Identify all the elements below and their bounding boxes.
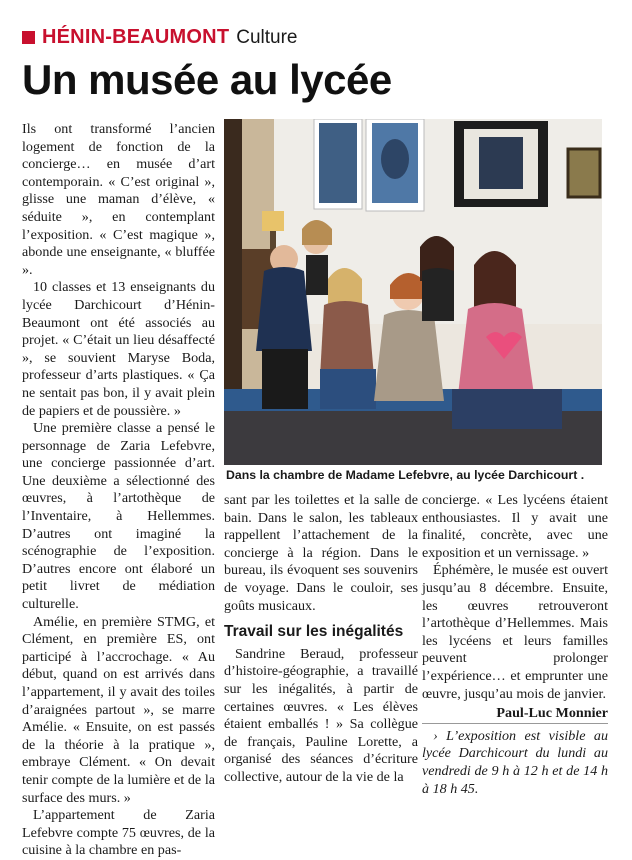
- article-column-2: [224, 492, 418, 787]
- paragraph: concierge. « Les lycéens étaient enthousiastes. Il y avait une finalité, concrète, avec une exposition et un vernissage. »: [422, 492, 608, 561]
- article-title: Un musée au lycée: [22, 56, 392, 103]
- paragraph: Éphémère, le musée est ouvert jusqu’au 8 décembre. Ensuite, les œuvres retrouveront l’artothèque d’Hellemmes. Mais les lycéens et leurs familles peuvent prolonger l’expérience… et emprunter une œuvre, jusqu’au mois de janvier.: [422, 562, 608, 702]
- photo-students-in-bedroom: [224, 119, 602, 465]
- paragraph: Une première classe a pensé le personnage de Zaria Lefebvre, une concierge passionnée d’art. Une deuxième a sélectionné des œuvres, à l’artothèque de l’Inventaire, à Hellemmes. D’autres ont imaginé la scénographie de l’exposition. D’autres encore ont élaboré un petit livret de médiation culturelle.: [22, 420, 215, 613]
- article-column-3: [422, 492, 608, 798]
- article-column-1: [22, 121, 215, 860]
- photo-caption: Dans la chambre de Madame Lefebvre, au lycée Darchicourt .: [226, 468, 585, 482]
- section-rubric: Culture: [236, 26, 298, 48]
- section-place: HÉNIN-BEAUMONT: [42, 26, 230, 48]
- section-kicker: [22, 26, 297, 49]
- paragraph: 10 classes et 13 enseignants du lycée Darchicourt d’Hénin-Beaumont ont été associés au projet. « C’était un lieu désaffecté », se souvient Maryse Boda, professeur d’arts plastiques. « Ça ne sentait pas bon, il y avait plein de papiers et de poussière. »: [22, 279, 215, 419]
- paragraph: sant par les toilettes et la salle de bain. Dans le salon, les tableaux rappellent l’attachement de la concierge à la région. Dans le bureau, ils évoquent ses souvenirs de voyage. Dans le couloir, ses goûts musicaux.: [224, 492, 418, 614]
- practical-info: › L’exposition est visible au lycée Darchicourt du lundi au vendredi de 9 h à 12 h et de 14 h à 18 h 45.: [422, 723, 608, 798]
- author-signature: Paul-Luc Monnier: [496, 705, 608, 722]
- paragraph: Ils ont transformé l’ancien logement de fonction de la concierge… en musée d’art contemporain. « C’est original », glisse une maman d’élève, « séduite », en contemplant l’exposition. « C’est magique », abonde une enseignante, « bluffée ».: [22, 121, 215, 278]
- paragraph: Amélie, en première STMG, et Clément, en première ES, ont participé à l’accrochage. « Au début, quand on est arrivés dans l’appartement, il y avait des toiles d’araignées partout », se marre Amélie. « Ensuite, on est passés de la théorie à la pratique », embraye Clément. « On devait tenir compte de la lumière et de la surface des murs. »: [22, 613, 215, 806]
- subheading: Travail sur les inégalités: [224, 623, 404, 641]
- paragraph: L’appartement de Zaria Lefebvre compte 75 œuvres, de la cuisine à la chambre en pas-: [22, 807, 215, 859]
- section-marker-square: [22, 31, 35, 44]
- paragraph: Sandrine Beraud, professeur d’histoire-géographie, a travaillé sur les inégalités, à partir de certaines œuvres. « Les élèves étaient emballés ! » Sa collègue de français, Pauline Lorette, a organisé des séances d’écriture collective, autour de la vie de la: [224, 645, 418, 785]
